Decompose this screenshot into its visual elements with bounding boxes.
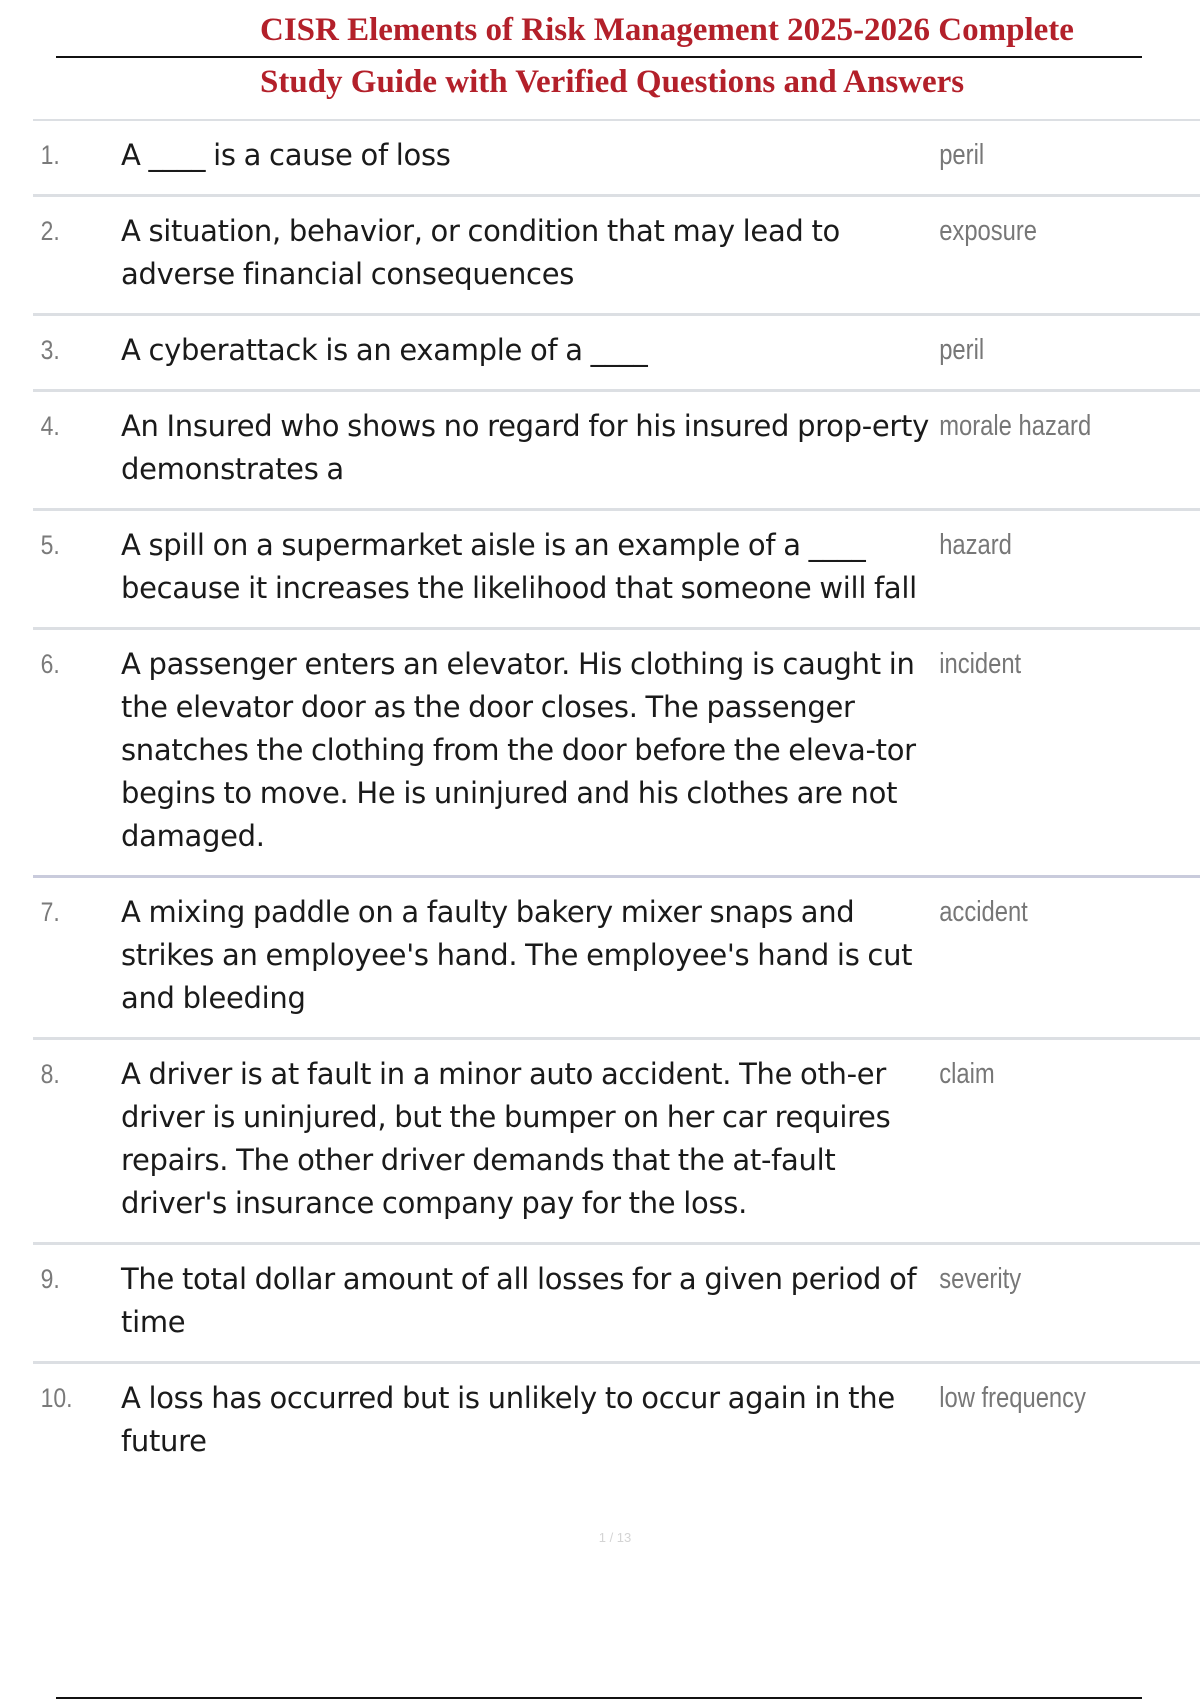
list-item: [33, 1364, 1200, 1480]
item-answer: low frequency: [939, 1382, 1086, 1414]
item-question: The total dollar amount of all losses for a given period of time: [121, 1262, 917, 1339]
item-question: An Insured who shows no regard for his insured prop-erty demonstrates a: [121, 409, 929, 486]
item-number: 7.: [40, 897, 60, 927]
item-answer: exposure: [939, 215, 1038, 247]
item-number: 8.: [40, 1059, 60, 1089]
item-answer: incident: [939, 648, 1022, 680]
list-item: [33, 1245, 1200, 1364]
item-number: 6.: [40, 649, 60, 679]
item-answer: severity: [939, 1263, 1022, 1295]
item-answer: peril: [939, 334, 985, 366]
item-number: 3.: [40, 335, 60, 365]
item-question: A ____ is a cause of loss: [121, 138, 451, 172]
item-question: A driver is at fault in a minor auto accident. The oth-er driver is uninjured, but the bumper on her car requires repairs. The other driver demands that the at-fault driver's insurance company pay for the loss.: [121, 1057, 891, 1220]
list-item: [33, 121, 1200, 197]
item-answer: morale hazard: [939, 410, 1092, 442]
list-item: [33, 630, 1200, 878]
item-number: 1.: [40, 140, 60, 170]
item-number: 2.: [40, 216, 60, 246]
item-answer: hazard: [939, 529, 1012, 561]
item-question: A cyberattack is an example of a ____: [121, 333, 648, 367]
item-answer: accident: [939, 896, 1028, 928]
page-indicator: 1 / 13: [598, 1530, 632, 1545]
footer-rule: [56, 1697, 1142, 1699]
list-item: [33, 392, 1200, 511]
item-question: A mixing paddle on a faulty bakery mixer snaps and strikes an employee's hand. The employee's hand is cut and bleeding: [121, 895, 913, 1015]
item-answer: peril: [939, 139, 985, 171]
item-number: 9.: [40, 1264, 60, 1294]
item-number: 4.: [40, 411, 60, 441]
item-question: A passenger enters an elevator. His clothing is caught in the elevator door as the door closes. The passenger snatches the clothing from the door before the eleva-tor begins to move. He is uninjured and his clothes are not damaged.: [121, 647, 916, 853]
title-underline: [56, 56, 1142, 58]
list-item: [33, 1040, 1200, 1245]
list-item: [33, 511, 1200, 630]
list-item: [33, 316, 1200, 392]
item-answer: claim: [939, 1058, 995, 1090]
item-number: 5.: [40, 530, 60, 560]
qa-list: [33, 119, 1200, 1480]
item-question: A situation, behavior, or condition that may lead to adverse financial consequences: [121, 214, 840, 291]
list-item: [33, 197, 1200, 316]
item-question: A spill on a supermarket aisle is an example of a ____ because it increases the likelihood that someone will fall: [121, 528, 917, 605]
document-header: [0, 0, 1200, 100]
item-number: 10.: [40, 1383, 73, 1413]
list-item: [33, 878, 1200, 1040]
item-question: A loss has occurred but is unlikely to occur again in the future: [121, 1381, 895, 1458]
document-title: CISR Elements of Risk Management 2025-2026 Complete Study Guide with Verified Questions and Answers: [260, 12, 1074, 100]
